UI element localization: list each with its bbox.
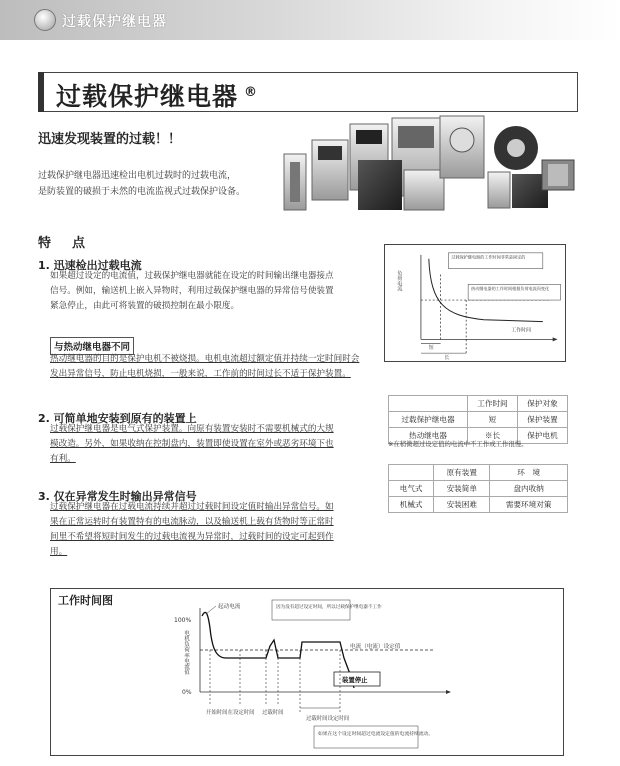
table-cell: 需要环境对策 bbox=[490, 497, 568, 513]
section-2-title: 2. 可简单地安装到原有的装置上 bbox=[38, 412, 197, 425]
comparison-table-2 bbox=[388, 464, 568, 513]
thermal-body bbox=[50, 352, 390, 382]
header-title: 过载保护继电器 bbox=[62, 14, 167, 30]
main-title-accent bbox=[38, 72, 44, 112]
registered-mark: ® bbox=[244, 84, 259, 100]
chart1-short-label: 短 bbox=[428, 345, 434, 352]
chart1-ylabel: 负荷电流 bbox=[396, 270, 403, 292]
work-chart-y0: 0% bbox=[182, 689, 192, 696]
section-3-line-2: 果在正常运转时有装置特有的电流脉动，以及输送机上载有货物时等正常时 bbox=[50, 517, 334, 527]
section-1-line-1: 如果超过设定的电流值，过载保护继电器就能在设定的时间输出继电器接点 bbox=[50, 271, 334, 281]
chart1-xlabel: 工作时间 bbox=[511, 327, 531, 334]
table-cell: 过载保护继电器 bbox=[389, 412, 468, 428]
features-heading: 特 点 bbox=[38, 236, 90, 251]
work-chart-setting-label: 电流（电流）设定值 bbox=[350, 644, 401, 650]
section-2-body bbox=[50, 422, 380, 467]
relay-comparison-chart bbox=[384, 244, 566, 362]
work-chart-start-time: 开始时间在设定时间 bbox=[206, 710, 255, 716]
thermal-subtitle: 与热动继电器不同 bbox=[50, 337, 134, 355]
thermal-line-1: 热动继电器的目的是保护电机不被烧损。电机电流超过额定值并持续一定时间时会 bbox=[50, 354, 360, 364]
section-1-body bbox=[50, 269, 380, 314]
thermal-line-2: 发出异常信号，防止电机烧损，一般来说，工作前的时间过长不适于保护装置。 bbox=[50, 369, 351, 379]
table-row bbox=[389, 412, 568, 428]
intro-line-2: 是防装置的破损于未然的电流监视式过载保护设备。 bbox=[38, 187, 246, 197]
table-header-cell: 环 境 bbox=[490, 465, 568, 481]
section-1-line-2: 信号。例如，输送机上嵌入异物时，利用过载保护继电器的异常信号使装置 bbox=[50, 286, 334, 296]
comparison-table-1 bbox=[388, 395, 568, 444]
work-chart-ylabel: 电机负荷率电流值 bbox=[183, 630, 189, 675]
section-2-line-3: 有利。 bbox=[50, 454, 76, 464]
section-3-line-1: 过载保护继电器在过载电流持续并超过过载时间设定值时输出异常信号。如 bbox=[50, 502, 334, 512]
header-circle-icon bbox=[34, 9, 56, 31]
main-title-text: 过载保护继电器 bbox=[56, 82, 239, 111]
table-cell: 保护装置 bbox=[517, 412, 567, 428]
table-header-cell bbox=[389, 396, 468, 412]
work-chart-start-current: 起动电流 bbox=[218, 604, 241, 610]
section-1-line-3: 紧急停止，由此可将装置的破损控制在最小限度。 bbox=[50, 301, 240, 311]
table-cell: 短 bbox=[467, 412, 517, 428]
table-cell: 机械式 bbox=[389, 497, 434, 513]
table-header-cell bbox=[389, 465, 434, 481]
section-3-line-3: 间里不希望将短时间发生的过载电流视为异常时，过载时间的设定可起到作 bbox=[50, 532, 334, 542]
table-cell: 安装困难 bbox=[434, 497, 490, 513]
section-2-line-2: 模改造。另外，如果收纳在控制盘内，装置即使设置在室外或恶劣环境下也 bbox=[50, 439, 334, 449]
table-cell: 安装简单 bbox=[434, 481, 490, 497]
section-1-title: 1. 迅速检出过载电流 bbox=[38, 259, 142, 272]
header-bar bbox=[0, 0, 620, 40]
work-chart-note-bottom: 如果在这个设定时间超过电流设定值的电流持续流动。 bbox=[318, 732, 434, 737]
product-photo bbox=[280, 110, 580, 218]
work-chart-title: 工作时间图 bbox=[58, 594, 113, 607]
intro-heading: 迅速发现装置的过载！！ bbox=[38, 132, 182, 147]
work-chart-overload-time: 过载时间 bbox=[262, 710, 284, 716]
section-2-line-1: 过载保护继电器是电气式保护装置。向原有装置安装时不需要机械式的大规 bbox=[50, 424, 334, 434]
table-cell: 保护电机 bbox=[517, 428, 567, 444]
table-header-cell: 工作时间 bbox=[467, 396, 517, 412]
main-title bbox=[56, 77, 258, 113]
table-header-cell: 原有装置 bbox=[434, 465, 490, 481]
section-3-line-4: 用。 bbox=[50, 547, 68, 557]
table-row bbox=[389, 497, 568, 513]
table-row bbox=[389, 481, 568, 497]
intro-line-1: 过载保护继电器迅速检出电机过载时的过载电流， bbox=[38, 171, 237, 181]
work-chart-stop-label: 装置停止 bbox=[342, 676, 368, 684]
table-row bbox=[389, 465, 568, 481]
work-chart-note-top: 因为没有超过设定时间，所以过载保护继电器不工作 bbox=[276, 605, 382, 610]
chart1-note-1: 过载保护继电器的工作时间非常是固定的 bbox=[451, 254, 526, 260]
table-row bbox=[389, 396, 568, 412]
work-time-chart bbox=[50, 588, 564, 756]
table-cell: ※长 bbox=[467, 428, 517, 444]
table-cell: 热动继电器 bbox=[389, 428, 468, 444]
chart1-long-label: 长 bbox=[444, 355, 450, 362]
section-3-title: 3. 仅在异常发生时输出异常信号 bbox=[38, 490, 197, 503]
work-chart-y100: 100% bbox=[174, 617, 192, 624]
chart1-note-2: 热动继电器的工作时间根据负荷电流而变化 bbox=[471, 286, 550, 292]
table-cell: 盘内收纳 bbox=[490, 481, 568, 497]
table-header-cell: 保护对象 bbox=[517, 396, 567, 412]
table-cell: 电气式 bbox=[389, 481, 434, 497]
section-3-body bbox=[50, 500, 380, 560]
table-1-note: ※在稍微超过设定值的电流中不工作或工作很慢。 bbox=[388, 440, 528, 448]
work-chart-overload-setting: 过载时间设定时间 bbox=[306, 716, 350, 722]
